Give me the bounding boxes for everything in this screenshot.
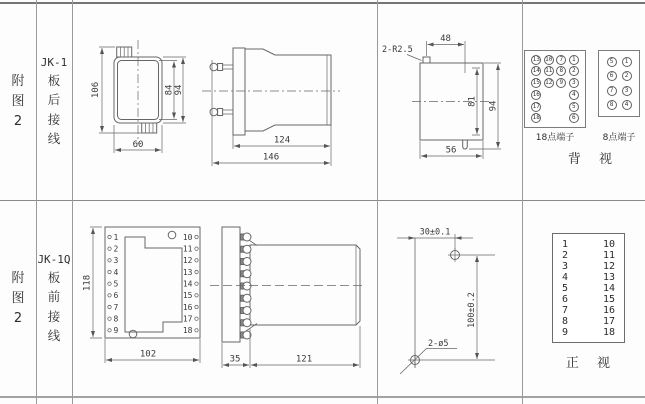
pin-number: 18 <box>602 327 615 338</box>
terminal-pin: 1 <box>622 57 632 67</box>
jk1-side-view-drawing <box>200 30 345 170</box>
svg-text:4: 4 <box>113 267 119 277</box>
pin-number: 10 <box>602 239 615 250</box>
terminal-pin: 4 <box>569 90 579 100</box>
svg-text:9: 9 <box>113 326 119 336</box>
svg-text:2: 2 <box>113 244 119 254</box>
terminal-pin: 1 <box>569 55 579 65</box>
dimension-lines <box>212 60 331 166</box>
svg-text:14: 14 <box>182 279 193 289</box>
wiring-char: 接 <box>47 308 61 324</box>
terminal-pin: 8 <box>607 100 617 110</box>
pin-number: 5 <box>562 283 569 294</box>
jk1q-side-view-drawing <box>205 222 370 372</box>
pin-number: 12 <box>602 261 615 272</box>
pin-number: 1 <box>562 239 569 250</box>
svg-text:6: 6 <box>113 291 119 301</box>
terminal-pin: 10 <box>545 55 553 63</box>
mounting-hole-bottom <box>400 348 495 374</box>
figure-label-char: 图 <box>11 93 25 109</box>
terminal-pin: 17 <box>532 102 540 110</box>
dimension-lines <box>407 41 501 159</box>
dim-width: 102 <box>139 349 157 360</box>
pin-number: 13 <box>602 272 615 283</box>
terminal-block-8pt <box>598 50 640 117</box>
table-col-divider-2 <box>72 0 73 404</box>
dim-panel-depth: 35 <box>229 354 241 365</box>
dim-height-outer: 94 <box>174 84 184 96</box>
table-border-top <box>0 2 645 4</box>
terminal-stud <box>210 63 233 71</box>
terminal-stud <box>210 108 233 116</box>
jk1-front-view-drawing <box>85 30 210 162</box>
pin-number: 16 <box>602 305 615 316</box>
figure-label-cell-row1 <box>0 2 36 200</box>
dim-corner-radius: 2-R2.5 <box>382 45 413 55</box>
terminal-pin: 16 <box>532 90 540 98</box>
pin-number: 8 <box>562 316 569 327</box>
keying-profile <box>125 237 182 332</box>
pin-number: 3 <box>562 261 569 272</box>
svg-text:13: 13 <box>182 267 193 277</box>
pin-number: 15 <box>602 294 615 305</box>
terminal-pin: 5 <box>569 102 579 112</box>
mounting-hole <box>168 231 176 239</box>
front-view-label: 正 视 <box>565 356 618 371</box>
terminal-8pt-label: 8点端子 <box>602 133 636 143</box>
dim-depth-total: 146 <box>262 152 280 163</box>
terminal-pin: 18 <box>532 114 540 122</box>
terminal-pin: 2 <box>569 66 579 76</box>
pin-number: 9 <box>562 327 569 338</box>
terminal-pin: 3 <box>569 78 579 88</box>
terminal-pin: 12 <box>545 79 553 87</box>
terminal-pin: 8 <box>556 66 566 76</box>
terminal-pin: 6 <box>569 113 579 123</box>
svg-text:12: 12 <box>182 256 193 266</box>
pin-table-right-column <box>603 239 615 337</box>
figure-label-char: 附 <box>11 270 25 286</box>
svg-text:1: 1 <box>113 232 119 242</box>
pin-number: 6 <box>562 294 569 305</box>
svg-text:15: 15 <box>182 291 193 301</box>
wiring-char: 线 <box>47 131 61 146</box>
wiring-char: 前 <box>47 289 61 304</box>
dim-width-bottom: 60 <box>132 140 144 150</box>
figure-label-char: 2 <box>13 310 23 326</box>
figure-label-cell-row2 <box>0 200 36 396</box>
terminal-pin: 5 <box>607 57 617 67</box>
dim-height-inner: 84 <box>164 84 175 96</box>
terminal-pin: 15 <box>532 79 540 87</box>
pin-numbers-right <box>183 233 193 335</box>
wiring-char: 线 <box>47 328 61 343</box>
terminal-pin: 3 <box>622 86 632 96</box>
dim-hole-spacing-x: 30±0.1 <box>419 227 451 238</box>
model-wiring-cell-row1 <box>36 2 72 200</box>
dim-width-top: 48 <box>440 34 451 44</box>
terminal-block-18pt <box>524 50 586 128</box>
dim-height: 118 <box>82 274 93 292</box>
model-wiring-cell-row2 <box>36 200 72 396</box>
keying-slot-bottom <box>463 140 468 149</box>
bottom-terminal-block <box>142 123 157 133</box>
pin-circles-left <box>108 235 111 332</box>
drill-template-drawing <box>385 222 515 384</box>
table-row-divider <box>0 200 645 201</box>
mounting-plate <box>233 48 245 135</box>
model-name: JK-1 <box>40 55 68 69</box>
keying-notch-top <box>423 57 430 63</box>
dimension-lines <box>99 47 186 153</box>
table-col-divider-4 <box>522 0 523 404</box>
top-terminal-block <box>117 47 132 57</box>
terminal-pin: 2 <box>622 71 632 81</box>
svg-text:8: 8 <box>113 314 119 324</box>
terminal-pin: 6 <box>607 71 617 81</box>
svg-text:3: 3 <box>113 256 119 266</box>
svg-text:16: 16 <box>182 302 193 312</box>
svg-text:18: 18 <box>182 326 193 336</box>
dim-body-depth: 121 <box>295 354 313 365</box>
dim-hole-spacing-y: 100±0.2 <box>467 292 477 328</box>
pin-table-left-column <box>562 239 568 337</box>
wiring-char: 后 <box>47 92 61 107</box>
model-name: JK-1Q <box>37 252 71 266</box>
dim-depth-body: 124 <box>273 135 291 146</box>
wiring-char: 接 <box>47 111 61 127</box>
svg-text:7: 7 <box>113 302 119 312</box>
wiring-char: 板 <box>47 72 61 88</box>
pin-number: 11 <box>602 250 615 261</box>
terminal-pin: 7 <box>556 55 566 65</box>
pin-number-table <box>552 233 625 343</box>
pin-circles-right <box>195 235 198 332</box>
relay-case-outline <box>245 49 331 131</box>
pin-row <box>241 233 252 339</box>
terminal-pin: 14 <box>532 67 540 75</box>
dim-height-total: 106 <box>91 81 101 99</box>
dim-hole-diameter: 2-ø5 <box>428 339 449 349</box>
figure-label-char: 2 <box>13 113 23 129</box>
rear-view-label: 背 视 <box>567 152 620 167</box>
terminal-pin: 4 <box>622 100 632 110</box>
pin-numbers-left <box>114 233 119 335</box>
terminal-pin: 11 <box>545 67 553 75</box>
wiring-char: 板 <box>47 269 61 285</box>
terminal-pin: 7 <box>607 86 617 96</box>
relay-case-outline <box>250 245 360 325</box>
dim-height-outer: 94 <box>488 100 499 112</box>
mounting-hole <box>129 330 137 338</box>
pin-number: 14 <box>602 283 615 294</box>
jk1q-front-view-drawing <box>82 222 210 370</box>
terminal-pin: 9 <box>556 78 566 88</box>
pin-number: 4 <box>562 272 569 283</box>
svg-text:11: 11 <box>182 244 193 254</box>
pin-number: 7 <box>562 305 569 316</box>
svg-text:5: 5 <box>113 279 119 289</box>
panel-cutout-drawing <box>380 28 515 168</box>
front-panel-plate <box>222 227 240 342</box>
svg-text:10: 10 <box>182 232 193 242</box>
pin-number: 2 <box>562 250 569 261</box>
dim-height-inner: 81 <box>467 96 478 107</box>
pin-number: 17 <box>602 316 615 327</box>
terminal-18pt-label: 18点端子 <box>535 133 575 143</box>
table-border-bottom <box>0 396 645 398</box>
figure-label-char: 图 <box>11 290 25 306</box>
dim-width-bottom: 56 <box>445 145 457 156</box>
figure-label-char: 附 <box>11 73 25 89</box>
terminal-pin: 13 <box>532 55 540 63</box>
table-col-divider-3 <box>377 0 378 404</box>
svg-text:17: 17 <box>182 314 193 324</box>
